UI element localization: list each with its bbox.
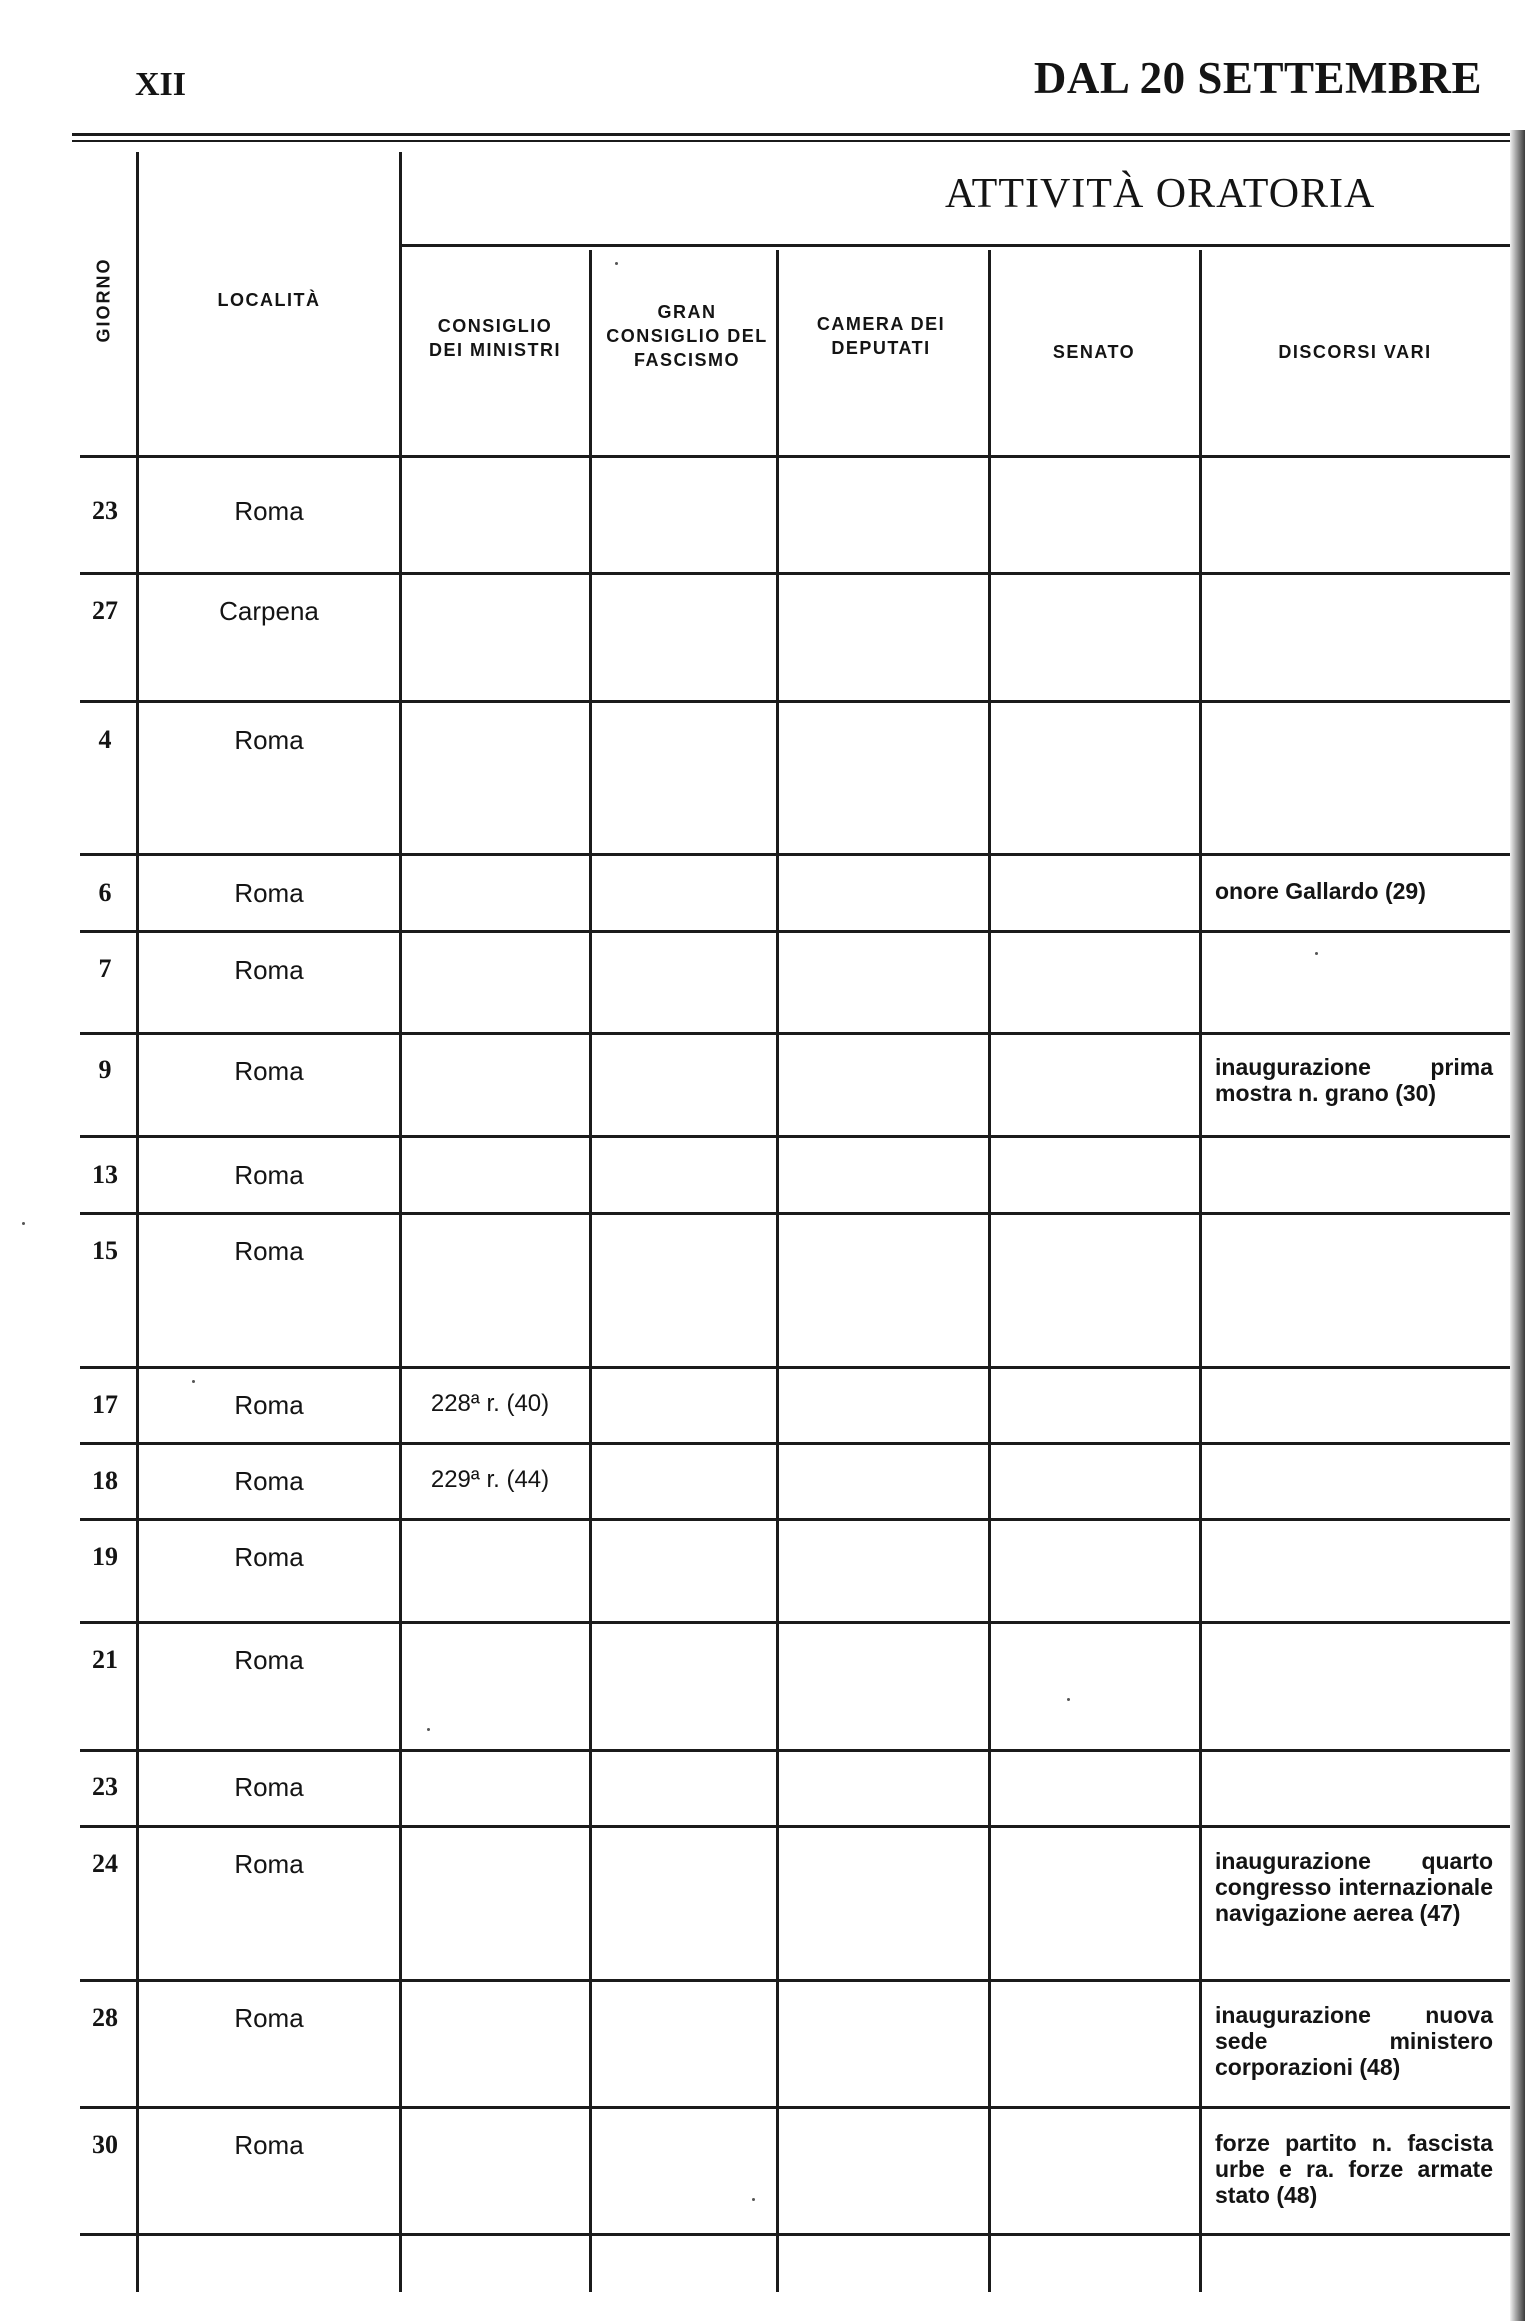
- day-cell: 24: [92, 1849, 118, 1878]
- day-cell: 19: [92, 1542, 118, 1571]
- column-header-gran-consiglio: GRAN CONSIGLIO DEL FASCISMO: [606, 302, 768, 370]
- row-separator: [80, 1032, 1512, 1035]
- row-separator: [80, 2106, 1512, 2109]
- row-separator: [80, 853, 1512, 856]
- day-cell: 7: [98, 954, 112, 983]
- consiglio-cell: 228ª r. (40): [430, 1390, 550, 1417]
- column-divider: [399, 152, 402, 2292]
- row-separator: [80, 1212, 1512, 1215]
- discorso-cell: inaugurazione nuova sede ministero corporazioni (48): [1215, 2002, 1493, 2080]
- row-separator: [80, 1749, 1512, 1752]
- column-divider: [589, 250, 592, 2292]
- page-edge-shadow: [1510, 130, 1525, 2321]
- place-cell: Roma: [234, 1236, 304, 1266]
- row-separator: [80, 2233, 1512, 2236]
- running-head: DAL 20 SETTEMBRE: [1033, 53, 1482, 103]
- column-divider: [1199, 250, 1202, 2292]
- column-header-camera-deputati: CAMERA DEI DEPUTATI: [816, 314, 946, 358]
- row-separator: [80, 700, 1512, 703]
- day-cell: 28: [92, 2003, 118, 2032]
- place-cell: Roma: [234, 2130, 304, 2160]
- print-speck: [22, 1222, 25, 1225]
- discorso-cell: inaugurazione prima mostra n. grano (30): [1215, 1054, 1493, 1106]
- column-header-discorsi-vari: DISCORSI VARI: [1278, 342, 1432, 362]
- header-rule: [80, 455, 1512, 458]
- day-cell: 17: [92, 1390, 118, 1419]
- discorso-cell: inaugurazione quarto congresso internazionale navigazione aerea (47): [1215, 1848, 1493, 1926]
- column-header-giorno: GIORNO: [93, 257, 114, 343]
- row-separator: [80, 930, 1512, 933]
- place-cell: Roma: [234, 1160, 304, 1190]
- column-divider: [776, 250, 779, 2292]
- day-cell: 9: [98, 1055, 112, 1084]
- print-speck: [427, 1728, 430, 1731]
- print-speck: [1067, 1698, 1070, 1701]
- place-cell: Roma: [234, 1056, 304, 1086]
- day-cell: 27: [92, 596, 118, 625]
- place-cell: Roma: [234, 1849, 304, 1879]
- place-cell: Roma: [234, 1466, 304, 1496]
- place-cell: Roma: [234, 1645, 304, 1675]
- row-separator: [80, 1979, 1512, 1982]
- column-header-consiglio-ministri: CONSIGLIO DEI MINISTRI: [428, 316, 561, 360]
- section-title: ATTIVITÀ ORATORIA: [945, 171, 1376, 217]
- column-divider: [136, 152, 139, 2292]
- section-rule: [401, 244, 1510, 247]
- day-cell: 18: [92, 1466, 118, 1495]
- day-cell: 4: [98, 725, 112, 754]
- day-cell: 13: [92, 1160, 118, 1189]
- column-header-senato: SENATO: [1052, 342, 1136, 362]
- row-separator: [80, 1442, 1512, 1445]
- place-cell: Roma: [234, 878, 304, 908]
- place-cell: Roma: [234, 1390, 304, 1420]
- column-header-localita: LOCALITÀ: [217, 290, 321, 310]
- page-number: XII: [135, 66, 187, 103]
- print-speck: [752, 2198, 755, 2201]
- print-speck: [1315, 952, 1318, 955]
- row-separator: [80, 1825, 1512, 1828]
- row-separator: [80, 1135, 1512, 1138]
- day-cell: 15: [92, 1236, 118, 1265]
- day-cell: 30: [92, 2130, 118, 2159]
- discorso-cell: onore Gallardo (29): [1215, 878, 1426, 904]
- place-cell: Roma: [234, 725, 304, 755]
- print-speck: [615, 262, 618, 265]
- place-cell: Roma: [234, 1772, 304, 1802]
- row-separator: [80, 572, 1512, 575]
- place-cell: Roma: [234, 2003, 304, 2033]
- row-separator: [80, 1366, 1512, 1369]
- row-separator: [80, 1518, 1512, 1521]
- top-rule: [72, 133, 1512, 136]
- discorso-cell: forze partito n. fascista urbe e ra. forze armate stato (48): [1215, 2130, 1493, 2208]
- day-cell: 21: [92, 1645, 118, 1674]
- place-cell: Roma: [234, 955, 304, 985]
- place-cell: Carpena: [219, 596, 319, 626]
- place-cell: Roma: [234, 1542, 304, 1572]
- place-cell: Roma: [234, 496, 304, 526]
- column-divider: [988, 250, 991, 2292]
- consiglio-cell: 229ª r. (44): [430, 1466, 550, 1493]
- day-cell: 23: [92, 1772, 118, 1801]
- day-cell: 6: [98, 878, 112, 907]
- row-separator: [80, 1621, 1512, 1624]
- print-speck: [192, 1380, 195, 1383]
- day-cell: 23: [92, 496, 118, 525]
- top-rule-thin: [72, 140, 1512, 142]
